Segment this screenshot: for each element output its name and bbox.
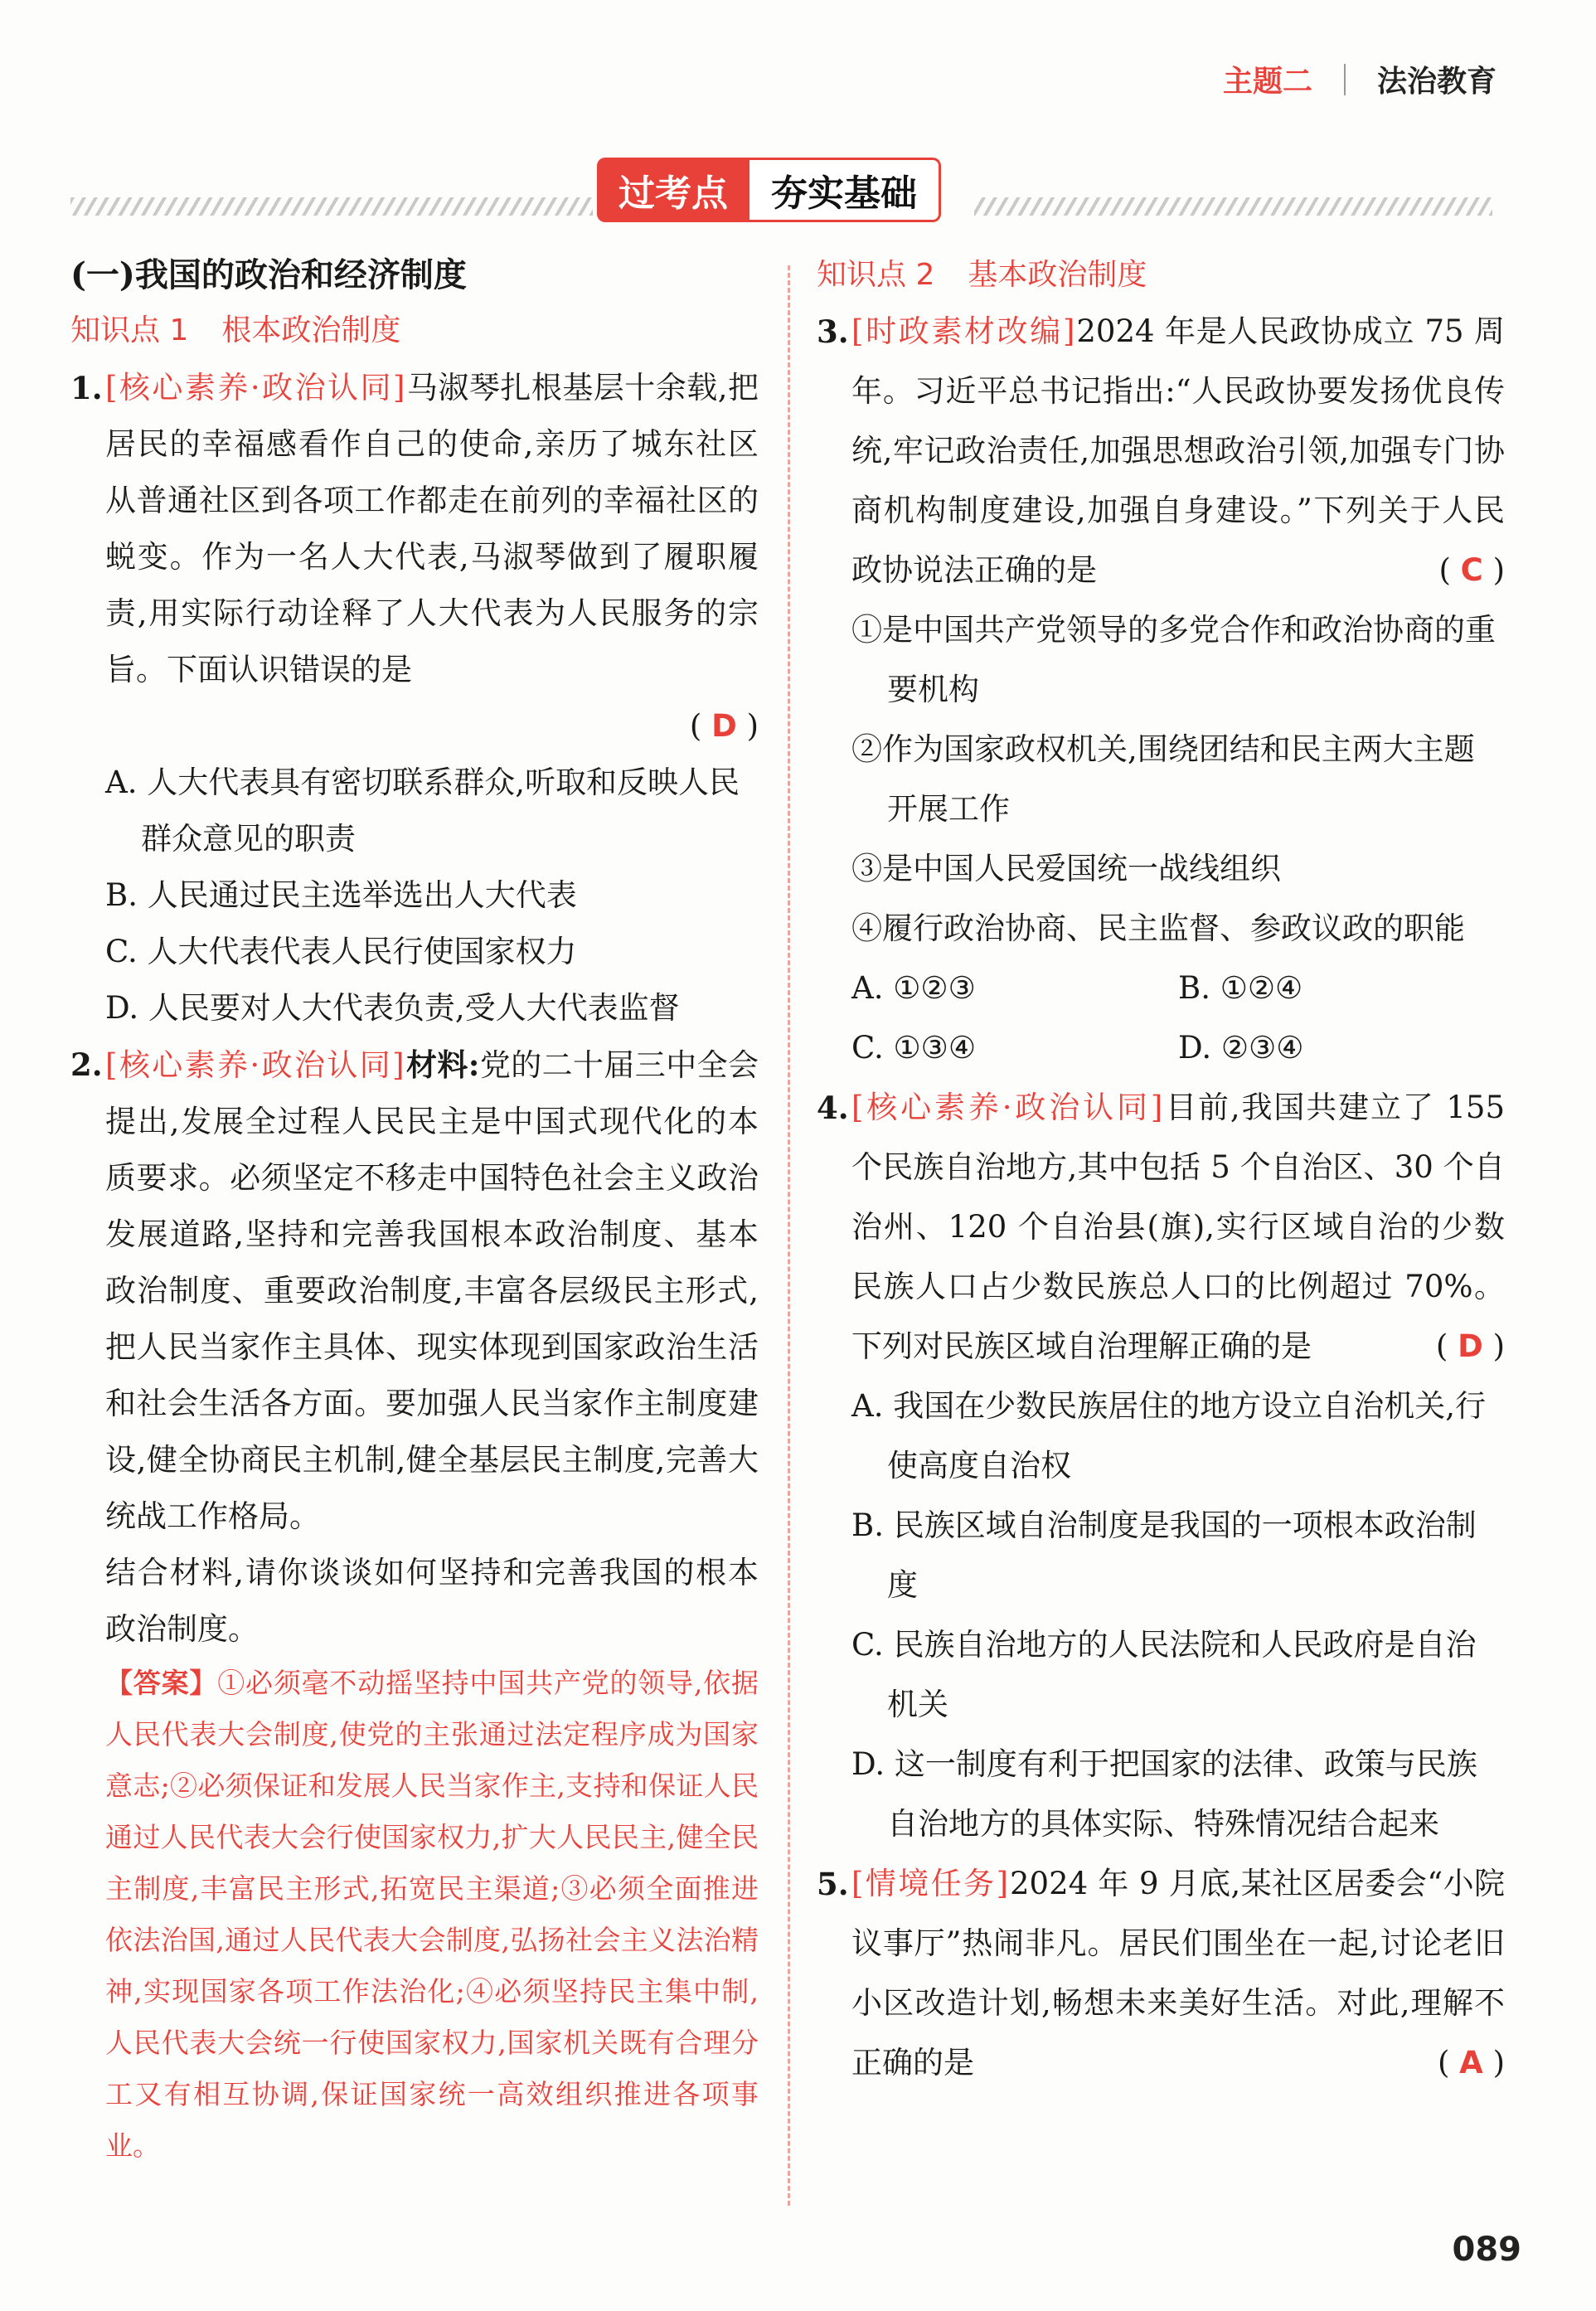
section-title: (一)我国的政治和经济制度: [70, 255, 467, 294]
paren-close: ): [746, 708, 759, 744]
statement-3: ③是中国人民爱国统一战线组织: [851, 851, 1281, 886]
question-3: [817, 302, 1505, 600]
option-d: D. 人民要对人大代表负责,受人大代表监督: [105, 990, 680, 1026]
paren-open: (: [1438, 552, 1451, 588]
question-2-prompt: [70, 1545, 759, 1658]
kp2-name: 基本政治制度: [968, 258, 1147, 292]
question-text: 2024 年是人民政协成立 75 周年。习近平总书记指出:“人民政协要发扬优良传统,牢记政治责任,加强思想政治引领,加强专门协商机构制度建设,加强自身建设。”下列关于人民政协说法正确的是: [851, 313, 1506, 588]
kp1-label: 知识点 1: [70, 313, 189, 347]
banner-rule-right: [974, 197, 1492, 216]
knowledge-point-2: [817, 249, 1505, 302]
answer-bracket: [70, 698, 759, 755]
question-tag: [ 核心素养·政治认同 ]: [105, 1047, 406, 1083]
question-2: [70, 1037, 759, 1545]
option-c: C. 民族自治地方的人民法院和人民政府是自治机关: [851, 1627, 1477, 1722]
option-a: A. ①②③: [851, 970, 976, 1006]
section-banner: [597, 158, 941, 222]
question-tag: [ 情境任务 ]: [851, 1866, 1010, 1901]
paren-open: (: [1437, 2045, 1450, 2080]
answer-bracket: [1438, 2033, 1505, 2093]
paren-close: ): [1492, 2045, 1505, 2080]
option-d: D. 这一制度有利于把国家的法律、政策与民族自治地方的具体实际、特殊情况结合起来: [851, 1746, 1477, 1842]
option-row: [817, 1018, 1505, 1078]
choice-answer: C: [1460, 552, 1483, 588]
question-number: 5.: [817, 1866, 849, 1902]
question-tag: [ 时政素材改编 ]: [851, 313, 1076, 349]
question-number: 4.: [817, 1090, 849, 1126]
answer-box: [70, 1658, 759, 2172]
option-c: C. 人大代表代表人民行使国家权力: [105, 934, 577, 969]
question-number: 3.: [817, 313, 849, 350]
option-d: D. ②③④: [1178, 1030, 1304, 1066]
knowledge-point-1: [70, 302, 759, 360]
option-b: B. ①②④: [1178, 970, 1303, 1006]
left-column: [70, 249, 759, 2172]
choice-answer: A: [1459, 2045, 1483, 2080]
option-c: C. ①③④: [851, 1030, 977, 1066]
option-a: A. 人大代表具有密切联系群众,听取和反映人民群众意见的职责: [105, 765, 740, 857]
question-number: 2.: [70, 1046, 103, 1083]
page-header: [1223, 58, 1497, 100]
answer-bracket: [1436, 1317, 1505, 1376]
statement-2: ②作为国家政权机关,围绕团结和民主两大主题开展工作: [851, 731, 1475, 827]
question-1: [70, 360, 759, 698]
question-text: 马淑琴扎根基层十余载,把居民的幸福感看作自己的使命,亲历了城东社区从普通社区到各项工作都走在前列的幸福社区的蜕变。作为一名人大代表,马淑琴做到了履职履责,用实际行动诠释了人大代表为人民服务的宗旨。下面认识错误的是: [105, 370, 759, 687]
option-a: A. 我国在少数民族居住的地方设立自治机关,行使高度自治权: [851, 1388, 1487, 1483]
paren-close: ): [1492, 1328, 1505, 1364]
question-text: 结合材料,请你谈谈如何坚持和完善我国的根本政治制度。: [105, 1555, 759, 1647]
material-text: 党的二十届三中全会提出,发展全过程人民民主是中国式现代化的本质要求。必须坚定不移走中国特色社会主义政治发展道路,坚持和完善我国根本政治制度、基本政治制度、重要政治制度,丰富各层级民主形式,把人民当家作主具体、现实体现到国家政治生活和社会生活各方面。要加强人民当家作主制度建设,健全协商民主机制,健全基层民主制度,完善大统战工作格局。: [105, 1047, 759, 1534]
answer-text: ①必须毫不动摇坚持中国共产党的领导,依据人民代表大会制度,使党的主张通过法定程序成为国家意志;②必须保证和发展人民当家作主,支持和保证人民通过人民代表大会行使国家权力,扩大人民民主,健全民主制度,丰富民主形式,拓宽民主渠道;③必须全面推进依法治国,通过人民代表大会制度,弘扬社会主义法治精神,实现国家各项工作法治化;④必须坚持民主集中制,人民代表大会统一行使国家权力,国家机关既有合理分工又有相互协调,保证国家统一高效组织推进各项事业。: [105, 1667, 759, 2162]
question-number: 1.: [70, 370, 103, 406]
choice-answer: D: [1458, 1328, 1483, 1364]
banner-part2: 夯实基础: [749, 158, 941, 222]
option-row: [817, 959, 1505, 1018]
answer-label: 【答案】: [105, 1667, 218, 1699]
paren-close: ): [1492, 552, 1505, 588]
option-b: B. 民族区域自治制度是我国的一项根本政治制度: [851, 1507, 1477, 1603]
header-theme: 主题二: [1222, 65, 1312, 99]
choice-answer: D: [711, 708, 737, 744]
paren-open: (: [689, 708, 702, 744]
kp2-label: 知识点 2: [817, 258, 935, 292]
kp1-name: 根本政治制度: [221, 313, 401, 347]
question-text: 目前,我国共建立了 155 个民族自治地方,其中包括 5 个自治区、30 个自治州、120 个自治县(旗),实行区域自治的少数民族人口占少数民族总人口的比例超过 70%。下列对民族区域自治理解正确的是: [851, 1090, 1505, 1364]
question-tag: [ 核心素养·政治认同 ]: [105, 370, 406, 405]
right-column: [817, 249, 1505, 2093]
column-divider: [788, 265, 790, 2206]
banner-rule-left: [70, 197, 593, 216]
banner-part1: 过考点: [597, 158, 749, 222]
question-text: 2024 年 9 月底,某社区居委会“小院议事厅”热闹非凡。居民们围坐在一起,讨论老旧小区改造计划,畅想未来美好生活。对此,理解不正确的是: [851, 1866, 1506, 2080]
answer-bracket: [1438, 541, 1505, 600]
question-4: [817, 1078, 1505, 1376]
question-5: [817, 1854, 1505, 2093]
statement-4: ④履行政治协商、民主监督、参政议政的职能: [851, 910, 1465, 946]
question-tag: [ 核心素养·政治认同 ]: [851, 1090, 1164, 1125]
option-b: B. 人民通过民主选举选出人大代表: [105, 877, 577, 913]
material-label: 材料:: [405, 1046, 480, 1083]
statement-1: ①是中国共产党领导的多党合作和政治协商的重要机构: [851, 612, 1496, 707]
paren-open: (: [1435, 1328, 1448, 1364]
header-separator: [1344, 64, 1346, 95]
page-number: 089: [1452, 2231, 1521, 2269]
header-topic: 法治教育: [1376, 65, 1497, 99]
